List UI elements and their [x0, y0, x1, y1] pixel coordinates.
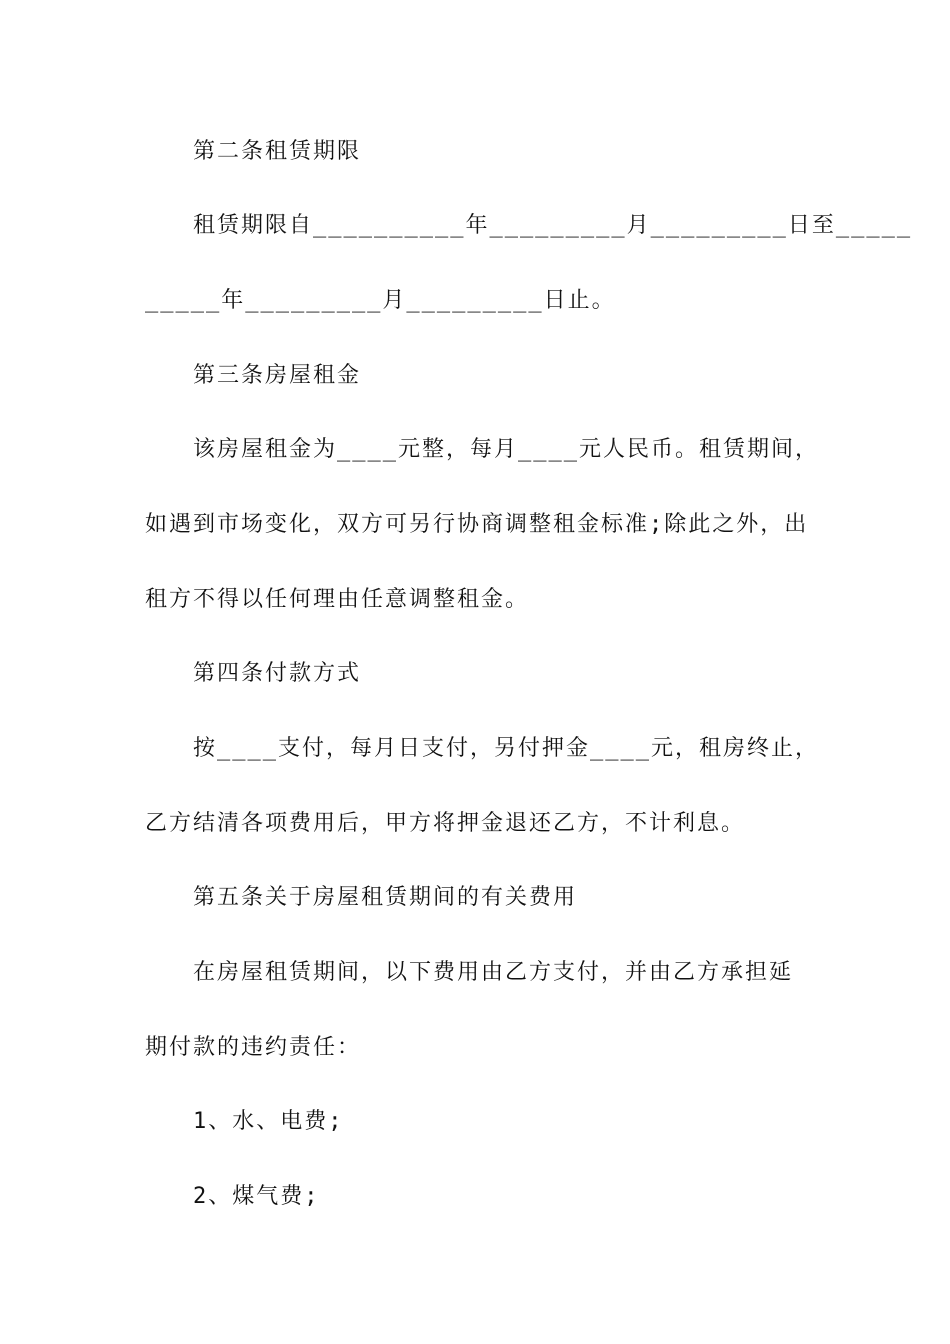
article-3-heading: 第三条房屋租金 — [193, 363, 362, 388]
payment-paragraph-line-2: 乙方结清各项费用后，甲方将押金退还乙方，不计利息。 — [145, 811, 746, 836]
article-4-heading: 第四条付款方式 — [193, 661, 362, 686]
fees-paragraph-line-2: 期付款的违约责任： — [145, 1035, 362, 1060]
lease-term-line-1: 租赁期限自__________年_________月_________日至_____ — [193, 213, 913, 238]
article-5-heading: 第五条关于房屋租赁期间的有关费用 — [193, 885, 578, 910]
article-2-heading: 第二条租赁期限 — [193, 139, 362, 164]
rent-paragraph-line-2: 如遇到市场变化，双方可另行协商调整租金标准;除此之外，出 — [145, 512, 809, 537]
lease-term-line-2: _____年_________月_________日止。 — [145, 288, 616, 313]
rent-paragraph-line-1: 该房屋租金为____元整，每月____元人民币。租赁期间， — [193, 437, 819, 462]
fees-paragraph-line-1: 在房屋租赁期间，以下费用由乙方支付，并由乙方承担延 — [193, 960, 794, 985]
payment-paragraph-line-1: 按____支付，每月日支付，另付押金____元，租房终止， — [193, 736, 819, 761]
fee-item-2: 2、煤气费; — [193, 1184, 320, 1209]
fee-item-1: 1、水、电费; — [193, 1109, 344, 1134]
rent-paragraph-line-3: 租方不得以任何理由任意调整租金。 — [145, 587, 530, 612]
